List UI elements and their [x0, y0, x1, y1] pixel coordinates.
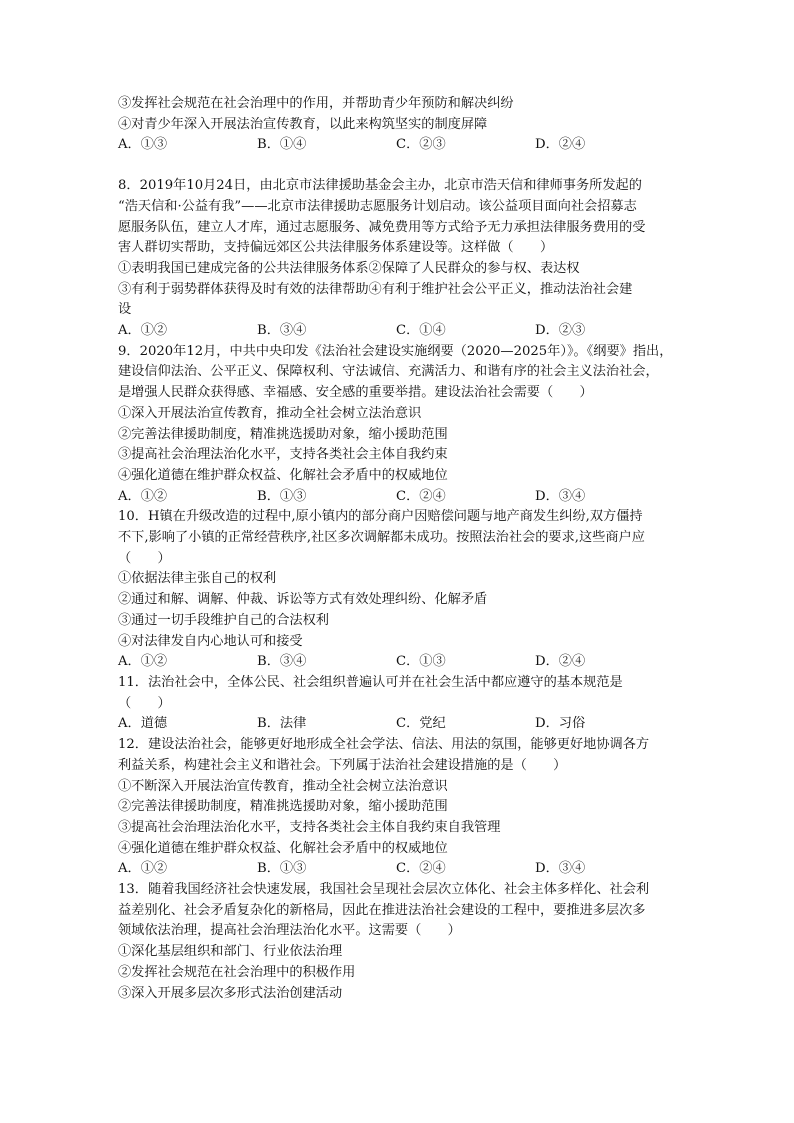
- question-11-options: [118, 714, 678, 735]
- option-b[interactable]: B．①③: [257, 488, 307, 504]
- option-a[interactable]: A．①②: [118, 654, 168, 670]
- question-13-choice-1: ①深化基层组织和部门、行业依法治理: [118, 944, 343, 960]
- option-c[interactable]: C．②③: [396, 137, 446, 153]
- question-12-stem-line-1: 12．建设法治社会，能够更好地形成全社会学法、信法、用法的氛围，能够更好地协调各方: [118, 737, 650, 753]
- question-8-stem-line-3: 愿服务队伍，建立人才库，通过志愿服务、减免费用等方式给予无力承担法律服务费用的受: [118, 219, 646, 235]
- question-12-choice-4: ④强化道德在维护群众权益、化解社会矛盾中的权威地位: [118, 840, 448, 856]
- option-b[interactable]: B．法律: [257, 716, 307, 732]
- question-12-choice-3: ③提高社会治理法治化水平，支持各类社会主体自我约束自我管理: [118, 819, 501, 835]
- question-9-choice-1: ①深入开展法治宣传教育，推动全社会树立法治意识: [118, 405, 422, 421]
- question-13-stem-line-2: 益差别化、社会矛盾复杂化的新格局，因此在推进法治社会建设的工程中，要推进多层次多: [118, 902, 646, 918]
- option-a[interactable]: A．①③: [118, 137, 168, 153]
- question-9-stem-line-1: 9．2020年12月，中共中央印发《法治社会建设实施纲要（2020—2025年）》。《纲要》指出，: [118, 343, 673, 359]
- question-9-options: [118, 487, 678, 508]
- option-b[interactable]: B．③④: [257, 654, 307, 670]
- option-c[interactable]: C．①③: [396, 654, 446, 670]
- option-c[interactable]: C．②④: [396, 488, 446, 504]
- question-8-choices-wrap: 设: [118, 302, 132, 318]
- option-a[interactable]: A．①②: [118, 323, 168, 339]
- question-13: [118, 880, 678, 1004]
- question-10-choice-2: ②通过和解、调解、仲裁、诉讼等方式有效处理纠纷、化解矛盾: [118, 592, 488, 608]
- question-7-continued: [118, 94, 678, 156]
- question-13-choice-3: ③深入开展多层次多形式法治创建活动: [118, 985, 343, 1001]
- question-12-options: [118, 859, 678, 880]
- question-9-choice-4: ④强化道德在维护群众权益、化解社会矛盾中的权威地位: [118, 467, 448, 483]
- option-d[interactable]: D．②④: [535, 654, 586, 670]
- question-12-choice-2: ②完善法律援助制度，精准挑选援助对象，缩小援助范围: [118, 799, 448, 815]
- question-10: [118, 507, 678, 673]
- option-d[interactable]: D．③④: [535, 488, 586, 504]
- option-c[interactable]: C．②④: [396, 861, 446, 877]
- question-12-stem-line-2: 利益关系，构建社会主义和谐社会。下列属于法治社会建设措施的是（ ）: [118, 757, 567, 773]
- option-c[interactable]: C．①④: [396, 323, 446, 339]
- option-a[interactable]: A．①②: [118, 488, 168, 504]
- question-8-stem-line-4: 害人群切实帮助，支持偏远郊区公共法律服务体系建设等。这样做（ ）: [118, 240, 554, 256]
- question-9-stem-line-3: 是增强人民群众获得感、幸福感、安全感的重要举措。建设法治社会需要（ ）: [118, 385, 593, 401]
- question-8-options: [118, 321, 678, 342]
- question-11-stem-line-1: 11．法治社会中，全体公民、社会组织普遍认可并在社会生活中都应遵守的基本规范是: [118, 674, 623, 690]
- question-9-choice-2: ②完善法律援助制度，精准挑选援助对象，缩小援助范围: [118, 426, 448, 442]
- question-13-choice-2: ②发挥社会规范在社会治理中的积极作用: [118, 964, 356, 980]
- question-11: [118, 673, 678, 735]
- option-d[interactable]: D．②④: [535, 137, 586, 153]
- question-7-choice-4: ④对青少年深入开展法治宣传教育，以此来构筑坚实的制度屏障: [118, 116, 488, 132]
- question-10-choice-3: ③通过一切手段维护自己的合法权利: [118, 612, 329, 628]
- question-8: [118, 176, 678, 342]
- option-a[interactable]: A．道德: [118, 716, 168, 732]
- question-9-choice-3: ③提高社会治理法治化水平，支持各类社会主体自我约束: [118, 447, 448, 463]
- question-10-stem-line-3: （ ）: [118, 550, 171, 566]
- option-a[interactable]: A．①②: [118, 861, 168, 877]
- spacer: [118, 156, 678, 176]
- question-10-stem-line-2: 不下,影响了小镇的正常经营秩序,社区多次调解都未成功。按照法治社会的要求,这些商户应: [118, 530, 645, 546]
- option-d[interactable]: D．③④: [535, 861, 586, 877]
- question-10-choice-1: ①依据法律主张自己的权利: [118, 571, 277, 587]
- option-d[interactable]: D．②③: [535, 323, 586, 339]
- question-7-choice-3: ③发挥社会规范在社会治理中的作用，并帮助青少年预防和解决纠纷: [118, 96, 514, 111]
- question-10-choice-4: ④对法律发自内心地认可和接受: [118, 633, 303, 649]
- question-content: [118, 94, 678, 1004]
- option-b[interactable]: B．①④: [257, 137, 307, 153]
- question-11-stem-line-2: （ ）: [118, 695, 171, 711]
- option-b[interactable]: B．①③: [257, 861, 307, 877]
- question-7-options: [118, 135, 678, 156]
- question-9: [118, 342, 678, 508]
- question-8-choices-3-4: ③有利于弱势群体获得及时有效的法律帮助④有利于维护社会公平正义，推动法治社会建: [118, 281, 633, 297]
- option-b[interactable]: B．③④: [257, 323, 307, 339]
- question-10-stem-line-1: 10．H镇在升级改造的过程中,原小镇内的部分商户因赔偿问题与地产商发生纠纷,双方僵持: [118, 509, 643, 525]
- question-10-options: [118, 652, 678, 673]
- question-13-stem-line-1: 13．随着我国经济社会快速发展，我国社会呈现社会层次立体化、社会主体多样化、社会利: [118, 882, 650, 898]
- question-9-stem-line-2: 建设信仰法治、公平正义、保障权利、守法诚信、充满活力、和谐有序的社会主义法治社会，: [118, 364, 659, 380]
- question-8-choices-1-2: ①表明我国已建成完备的公共法律服务体系②保障了人民群众的参与权、表达权: [118, 260, 580, 276]
- question-12: [118, 735, 678, 880]
- question-8-stem-line-2: “浩天信和·公益有我”——北京市法律援助志愿服务计划启动。该公益项目面向社会招募志: [118, 198, 637, 214]
- question-8-stem-line-1: 8．2019年10月24日，由北京市法律援助基金会主办，北京市浩天信和律师事务所发起的: [118, 178, 642, 194]
- question-12-choice-1: ①不断深入开展法治宣传教育，推动全社会树立法治意识: [118, 778, 448, 794]
- question-13-stem-line-3: 领域依法治理，提高社会治理法治化水平。这需要（ ）: [118, 923, 461, 939]
- option-d[interactable]: D．习俗: [535, 716, 586, 732]
- option-c[interactable]: C．党纪: [396, 716, 446, 732]
